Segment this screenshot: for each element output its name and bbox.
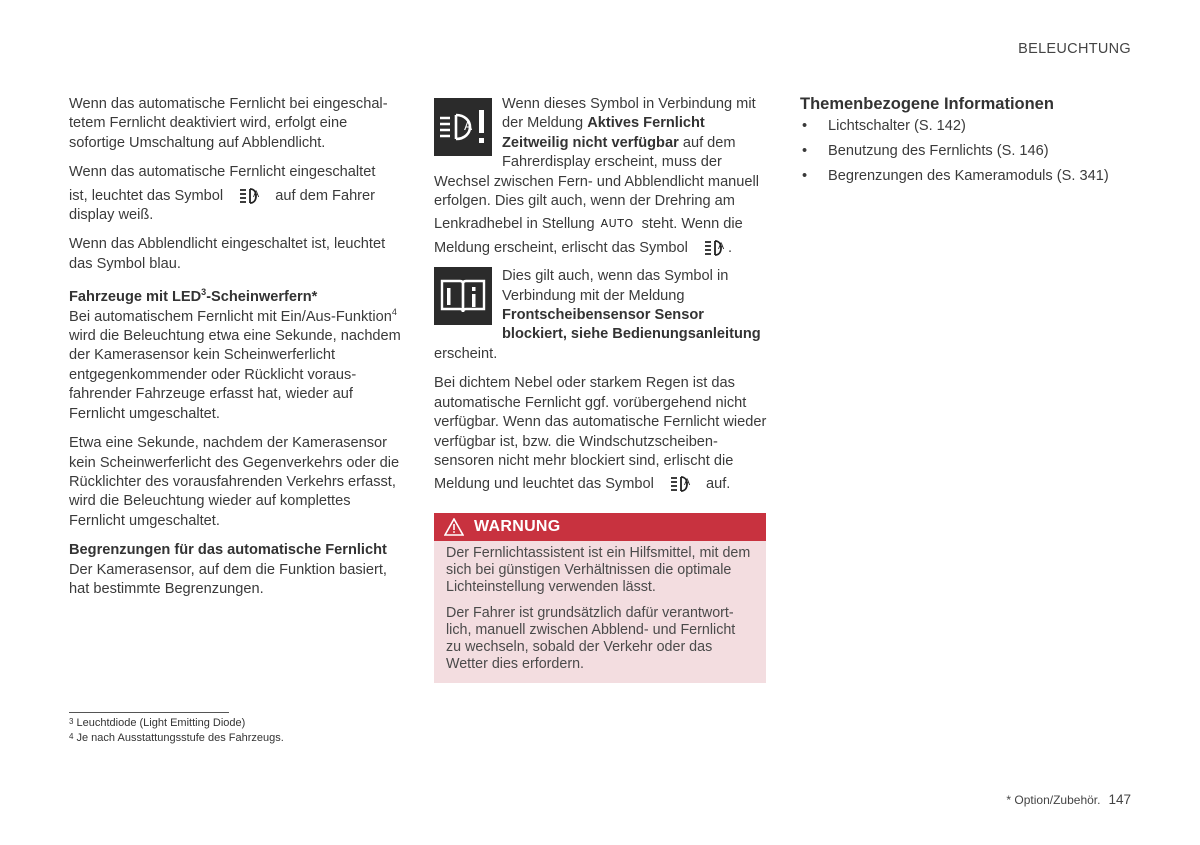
section-header: BELEUCHTUNG <box>1018 41 1131 57</box>
related-link[interactable]: • Begrenzungen des Kameramoduls (S. 341) <box>802 168 1109 185</box>
footnote: $^4$ Je nach Ausstattungsstufe des Fahrzeugs. <box>69 732 284 744</box>
warning-header <box>434 513 766 541</box>
warning-box <box>434 513 766 683</box>
option-note: * Option/Zubehör. <box>1006 793 1101 807</box>
paragraph: Wenn das automatische Fernlicht eingeschaltet ist, leuchtet das Symbol A auf dem Fahrer display weiß. <box>69 164 376 224</box>
subheading-limitations: Begrenzungen für das automatische Fernlicht <box>69 542 387 559</box>
paragraph: Dies gilt auch, wenn das Symbol in Verbindung mit der Meldung Frontscheibensensor Sensor blockiert, siehe Bedienungsanleitung erscheint. <box>434 268 761 362</box>
auto-high-beam-icon <box>239 187 261 205</box>
auto-high-beam-icon <box>670 475 692 493</box>
warning-text: Der Fernlichtassistent ist ein Hilfsmittel, mit dem sich bei günstigen Verhältnissen die optimale Lichteinstellung verwenden lässt. <box>446 544 751 595</box>
column-left <box>69 95 401 609</box>
related-link[interactable]: • Lichtschalter (S. 142) <box>802 118 966 135</box>
page-number: 147 <box>1108 792 1131 807</box>
manual-book-icon <box>434 267 492 325</box>
auto-high-beam-icon <box>704 239 726 257</box>
related-info-title: Themenbezogene Informationen <box>800 95 1054 113</box>
footnote-divider <box>69 712 229 713</box>
high-beam-warning-icon <box>434 98 492 156</box>
column-right <box>800 95 1140 189</box>
svg-text:A: A <box>717 241 725 252</box>
paragraph: Wenn dieses Symbol in Verbindung mit der Meldung Aktives Fernlicht Zeitweilig nicht verfügbar auf dem Fahrerdisplay erscheint, muss der Wechsel zwischen Fern- und Abblendlicht manuell erfolgen. Dies gilt auch, wenn der Drehring am Lenkradhebel in Stellung AUTO steht. Wenn die Meldung erscheint, erlischt das Symbol A . <box>434 96 760 256</box>
paragraph: Bei dichtem Nebel oder starkem Regen ist das automatische Fernlicht ggf. vorübergehend nicht verfügbar. Wenn das automatische Fernlicht wieder verfügbar ist, bzw. die Windschutzscheibensensoren nicht mehr blockiert sind, erlischt die Meldung und leuchtet das Symbol A auf. <box>434 375 767 493</box>
subheading-led: Fahrzeuge mit LED$^3$-Scheinwerfern* <box>69 287 318 306</box>
related-link[interactable]: • Benutzung des Fernlichts (S. 146) <box>802 143 1049 160</box>
paragraph: Wenn das automatische Fernlicht bei eingeschaltetem Fernlicht deaktiviert wird, erfolgt eine sofortige Umschaltung auf Abblendlicht. <box>69 96 388 151</box>
svg-text:A: A <box>253 189 260 200</box>
column-middle <box>434 95 767 683</box>
footnote: $^3$ Leuchtdiode (Light Emitting Diode) <box>69 717 246 729</box>
auto-position-label: AUTO <box>600 217 634 231</box>
page-footer <box>1006 792 1131 807</box>
paragraph: Bei automatischem Fernlicht mit Ein/Aus-Funktion$^4$ wird die Beleuchtung etwa eine Sekunde, nachdem der Kamerasensor kein Scheinwerferlicht entgegenkommender oder Rücklicht vorausfahrender Fahrzeuge erfasst hat, wieder auf Fernlicht umgeschaltet. <box>69 306 401 422</box>
svg-text:A: A <box>464 119 473 133</box>
paragraph: Der Kamerasensor, auf dem die Funktion basiert, hat bestimmte Begrenzungen. <box>69 561 387 597</box>
related-info-list <box>800 114 1140 189</box>
warning-triangle-icon <box>444 518 464 536</box>
warning-text: Der Fahrer ist grundsätzlich dafür verantwortlich, manuell zwischen Abblend- und Fernlicht zu wechseln, sobald der Verkehr oder das Wetter dies erfordern. <box>446 604 736 672</box>
paragraph: Wenn das Abblendlicht eingeschaltet ist, leuchtet das Symbol blau. <box>69 236 386 272</box>
svg-text:A: A <box>683 478 691 489</box>
paragraph: Etwa eine Sekunde, nachdem der Kamerasensor kein Scheinwerferlicht des Gegenverkehrs oder die Rücklichter des vorausfahrenden Verkehrs erfasst, wird die Beleuchtung wieder auf komplettes Fernlicht umgeschaltet. <box>69 435 400 529</box>
warning-title: WARNUNG <box>474 518 561 536</box>
